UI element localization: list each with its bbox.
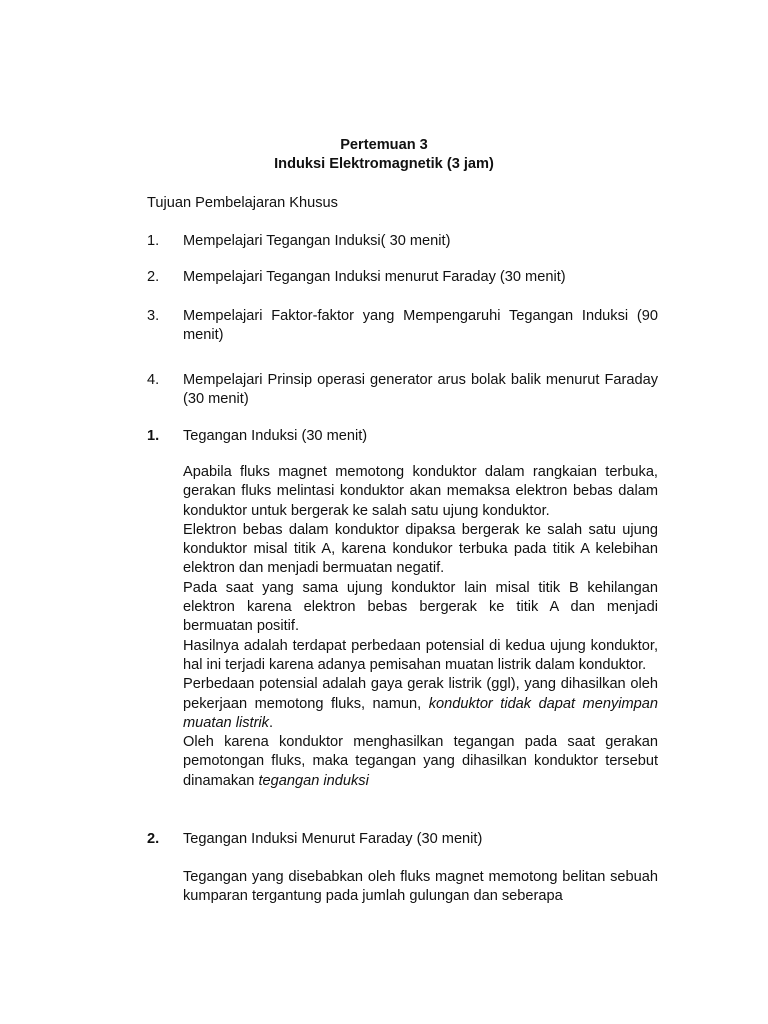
paragraph-5-emphasis: konduktor tidak dapat menyimpan muatan listrik xyxy=(183,695,658,731)
section-2-title: Tegangan Induksi Menurut Faraday (30 menit) xyxy=(183,831,483,847)
section-1-body xyxy=(183,463,658,791)
section-1-paragraph-2: Elektron bebas dalam konduktor dipaksa bergerak ke salah satu ujung konduktor misal titik A, karena kondukor terbuka pada titik A kelebihan elektron dan menjadi bermuatan negatif. xyxy=(183,521,658,577)
objective-2-number: 2. xyxy=(147,269,160,285)
objective-4-text: Mempelajari Prinsip operasi generator arus bolak balik menurut Faraday (30 menit) xyxy=(183,372,658,408)
section-1-paragraph-3: Pada saat yang sama ujung konduktor lain misal titik B kehilangan elektron karena elektron bebas bergerak ke titik A dan menjadi bermuatan positif. xyxy=(183,579,658,635)
section-1-paragraph-1: Apabila fluks magnet memotong konduktor dalam rangkaian terbuka, gerakan fluks melintasi konduktor akan memaksa elektron bebas dalam konduktor untuk bergerak ke salah satu ujung konduktor. xyxy=(183,464,658,519)
topic-title-heading: Induksi Elektromagnetik (3 jam) xyxy=(274,156,494,172)
objective-4-number: 4. xyxy=(147,372,160,388)
section-1-number: 1. xyxy=(147,428,160,444)
paragraph-5-end: . xyxy=(268,714,274,731)
section-1-title: Tegangan Induksi (30 menit) xyxy=(183,428,368,444)
section-2-number: 2. xyxy=(147,831,160,847)
objective-2-text: Mempelajari Tegangan Induksi menurut Faraday (30 menit) xyxy=(183,269,566,285)
paragraph-6-text: Oleh karena konduktor menghasilkan tegangan pada saat gerakan pemotongan fluks, maka tegangan yang dihasilkan konduktor tersebut dinamakan xyxy=(183,734,658,789)
section-2-paragraph-1: Tegangan yang disebabkan oleh fluks magnet memotong belitan sebuah kumparan tergantung pada jumlah gulungan dan seberapa xyxy=(183,869,658,905)
objectives-heading: Tujuan Pembelajaran Khusus xyxy=(147,195,338,211)
section-1-paragraph-5 xyxy=(183,675,658,733)
objective-3-number: 3. xyxy=(147,308,160,324)
section-1-paragraph-4: Hasilnya adalah terdapat perbedaan potensial di kedua ujung konduktor, hal ini terjadi karena adanya pemisahan muatan listrik dalam konduktor. xyxy=(183,637,658,673)
section-2-body xyxy=(183,868,658,907)
paragraph-6-emphasis: tegangan induksi xyxy=(258,772,369,789)
objective-1-text: Mempelajari Tegangan Induksi( 30 menit) xyxy=(183,233,451,249)
meeting-number-heading: Pertemuan 3 xyxy=(340,137,428,153)
objective-1-number: 1. xyxy=(147,233,160,249)
objective-3-text: Mempelajari Faktor-faktor yang Mempengaruhi Tegangan Induksi (90 menit) xyxy=(183,308,658,344)
section-1-paragraph-6 xyxy=(183,733,658,791)
paragraph-5-text: Perbedaan potensial adalah gaya gerak listrik (ggl), yang dihasilkan oleh pekerjaan memotong fluks, namun, xyxy=(183,676,658,712)
